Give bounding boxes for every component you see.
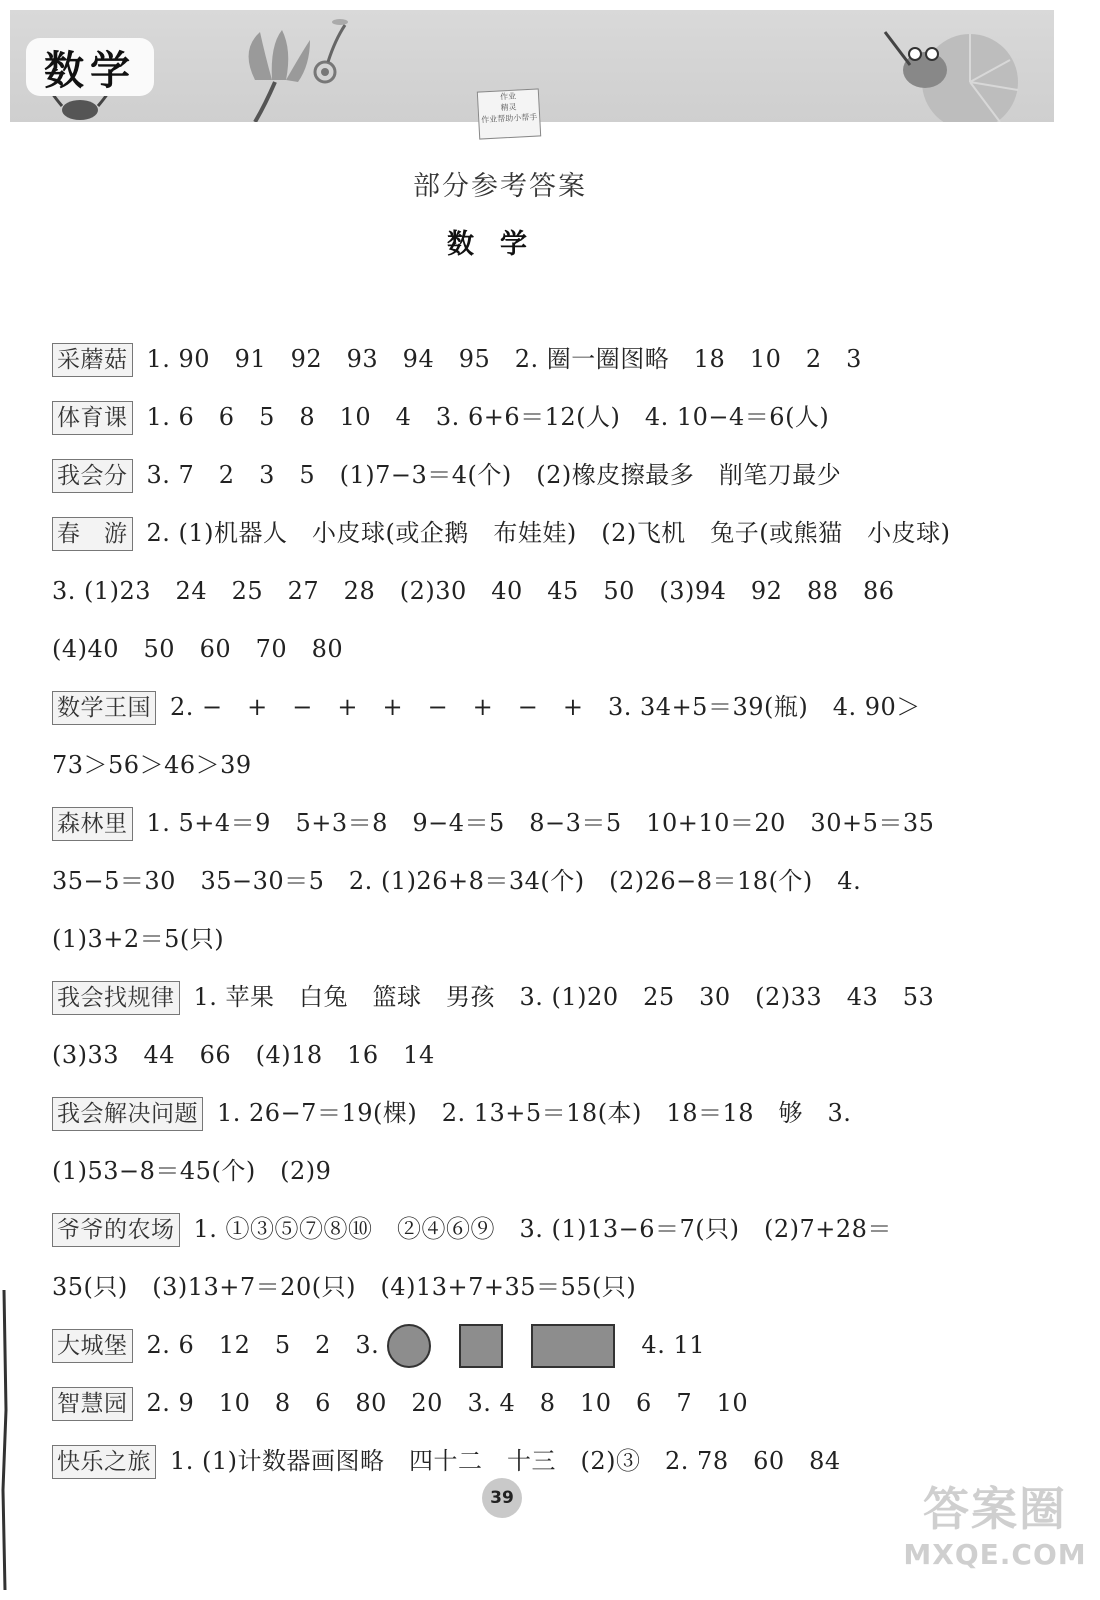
section-answers: 1. 苹果 白兔 篮球 男孩 3. (1)20 25 30 (2)33 43 53 (3)33 44 66 (4)18 16 14 xyxy=(52,983,959,1069)
section-answers: 1. 26−7＝19(棵) 2. 13+5＝18(本) 18＝18 够 3.(1)53−8＝45(个) (2)9 xyxy=(52,1099,852,1185)
page-subtitle: 数学 xyxy=(447,229,553,260)
square-shape-icon xyxy=(459,1324,503,1368)
lotus-flower-icon xyxy=(249,30,310,82)
section-answers: 4. 11 xyxy=(641,1331,705,1359)
page-number: 39 xyxy=(482,1478,522,1518)
section-label: 体育课 xyxy=(52,401,133,435)
section-label: 快乐之旅 xyxy=(52,1445,156,1479)
circle-shape-icon xyxy=(387,1324,431,1368)
answer-section xyxy=(52,388,952,446)
section-label: 爷爷的农场 xyxy=(52,1213,180,1247)
section-answers: 3. 7 2 3 5 (1)7−3＝4(个) (2)橡皮擦最多 削笔刀最少 xyxy=(146,461,842,489)
rectangle-shape-icon xyxy=(531,1324,615,1368)
section-answers: 2. 6 12 5 2 3. xyxy=(146,1331,380,1359)
section-answers: 2. (1)机器人 小皮球(或企鹅 布娃娃) (2)飞机 兔子(或熊猫 小皮球) 3. (1)23 24 25 27 28 (2)30 40 45 50 (3)94 92 88 86 (4)40 50 60 70 80 xyxy=(52,519,975,663)
dragonfly-icon xyxy=(315,19,348,82)
answer-section xyxy=(52,678,952,794)
answer-section xyxy=(52,1374,952,1432)
section-answers: 1. ①③⑤⑦⑧⑩ ②④⑥⑨ 3. (1)13−6＝7(只) (2)7+28＝35(只) (3)13+7＝20(只) (4)13+7+35＝55(只) xyxy=(52,1215,892,1301)
answer-section xyxy=(52,330,952,388)
scan-edge-mark xyxy=(0,1290,10,1590)
answer-section xyxy=(52,794,959,968)
watermark-logo-text: 答案圈 xyxy=(923,1482,1067,1536)
site-watermark xyxy=(900,1480,1090,1590)
stamp-line: 作业 xyxy=(499,91,517,102)
answer-section xyxy=(52,1084,952,1200)
section-answers: 1. (1)计数器画图略 四十二 十三 (2)③ 2. 78 60 84 xyxy=(170,1447,841,1475)
section-answers: 1. 90 91 92 93 94 95 2. 圈一圈图略 18 10 2 3 xyxy=(146,345,862,373)
section-answers: 2. 9 10 8 6 80 20 3. 4 8 10 6 7 10 xyxy=(146,1389,749,1417)
answer-section xyxy=(52,446,952,504)
answer-section xyxy=(52,1200,952,1316)
section-answers: 1. 6 6 5 8 10 4 3. 6+6＝12(人) 4. 10−4＝6(人) xyxy=(146,403,830,431)
section-label: 数学王国 xyxy=(52,691,156,725)
section-label: 大城堡 xyxy=(52,1329,133,1363)
answer-section-castle xyxy=(52,1316,952,1374)
subject-tag: 数学 xyxy=(26,38,154,96)
section-label: 我会解决问题 xyxy=(52,1097,203,1131)
watermark-url: MXQE.COM xyxy=(903,1538,1087,1571)
answer-section xyxy=(52,504,975,678)
section-label: 智慧园 xyxy=(52,1387,133,1421)
section-label: 我会找规律 xyxy=(52,981,180,1015)
answer-section xyxy=(52,968,959,1084)
answer-list xyxy=(52,330,975,1490)
section-label: 森林里 xyxy=(52,807,133,841)
section-answers: 2. − + − + + − + − + 3. 34+5＝39(瓶) 4. 90＞73＞56＞46＞39 xyxy=(52,693,921,779)
frog-icon xyxy=(885,32,947,88)
page-title: 部分参考答案 xyxy=(413,171,587,202)
section-label: 春 游 xyxy=(52,517,133,551)
app-stamp xyxy=(477,88,541,139)
stamp-line: 精灵 xyxy=(500,102,517,113)
stamp-line: 作业帮助小帮手 xyxy=(481,112,538,125)
section-answers: 1. 5+4＝9 5+3＝8 9−4＝5 8−3＝5 10+10＝20 30+5＝35 35−5＝30 35−30＝5 2. (1)26+8＝34(个) (2)26−8＝18(个) 4. (1)3+2＝5(只) xyxy=(52,809,959,953)
section-label: 采蘑菇 xyxy=(52,343,133,377)
lotus-stem-icon xyxy=(255,82,275,122)
section-label: 我会分 xyxy=(52,459,133,493)
